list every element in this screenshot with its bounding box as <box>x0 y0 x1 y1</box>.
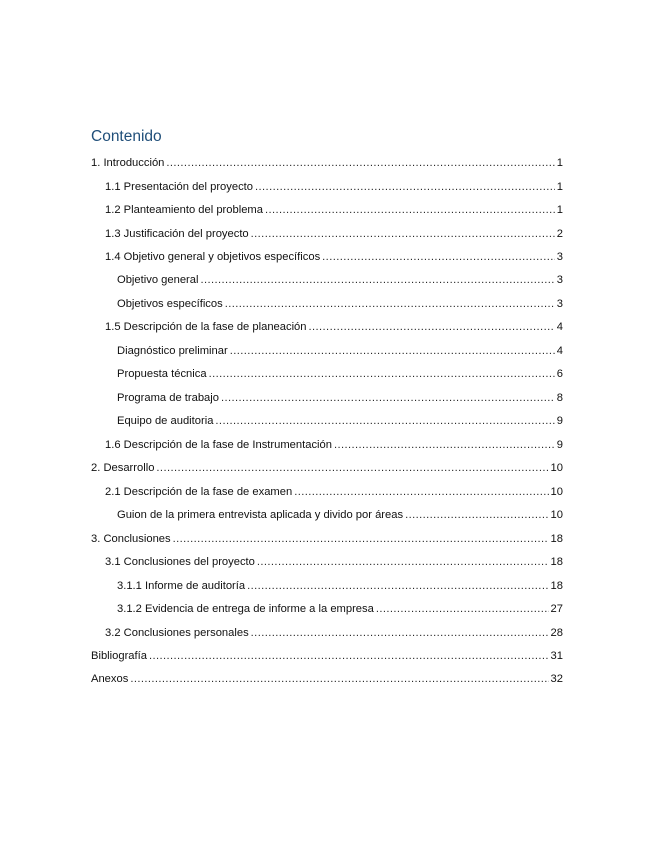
toc-entry-page: 4 <box>556 345 563 357</box>
dot-leader <box>294 485 548 499</box>
toc-entry-label: 3.1.1 Informe de auditoría <box>117 580 246 592</box>
dot-leader <box>200 273 554 287</box>
toc-entry-label: 2. Desarrollo <box>91 462 155 474</box>
toc-entry-page: 1 <box>556 157 563 169</box>
toc-entry[interactable] <box>105 221 563 241</box>
toc-entry[interactable] <box>91 666 563 686</box>
toc-entry-label: 3.2 Conclusiones personales <box>105 627 249 639</box>
toc-entry-page: 1 <box>556 204 563 216</box>
toc-entry[interactable] <box>117 338 563 358</box>
toc-entry-label: 1. Introducción <box>91 157 165 169</box>
dot-leader <box>251 227 555 241</box>
toc-entry-label: Propuesta técnica <box>117 368 207 380</box>
toc-entry[interactable] <box>117 573 563 593</box>
toc-entry-label: 3. Conclusiones <box>91 533 171 545</box>
toc-entry-label: Guion de la primera entrevista aplicada y divido por áreas <box>117 509 404 521</box>
dot-leader <box>257 555 549 569</box>
toc-entry-page: 6 <box>556 368 563 380</box>
toc-entry-page: 10 <box>550 486 563 498</box>
toc-entry[interactable] <box>91 150 563 170</box>
toc-entry[interactable] <box>117 385 563 405</box>
toc-entry[interactable] <box>91 526 563 546</box>
toc-entry[interactable] <box>105 244 563 264</box>
toc-entry[interactable] <box>105 174 563 194</box>
dot-leader <box>255 180 555 194</box>
toc-entry-label: Bibliografía <box>91 650 147 662</box>
dot-leader <box>209 367 555 381</box>
toc-entry-page: 1 <box>556 181 563 193</box>
toc-entry-label: 2.1 Descripción de la fase de examen <box>105 486 293 498</box>
toc-entry-page: 9 <box>556 415 563 427</box>
dot-leader <box>247 579 548 593</box>
toc-entry-page: 27 <box>550 603 563 615</box>
toc-entry-page: 18 <box>550 533 563 545</box>
toc-entry-label: Objetivos específicos <box>117 298 223 310</box>
toc-entry[interactable] <box>117 596 563 616</box>
dot-leader <box>334 438 555 452</box>
toc-entry-page: 31 <box>550 650 563 662</box>
dot-leader <box>322 250 555 264</box>
dot-leader <box>376 602 549 616</box>
toc-entry-label: Programa de trabajo <box>117 392 219 404</box>
toc-entry-page: 8 <box>556 392 563 404</box>
toc-entry[interactable] <box>105 620 563 640</box>
toc-entry-page: 18 <box>550 556 563 568</box>
dot-leader <box>130 672 548 686</box>
dot-leader <box>225 297 555 311</box>
dot-leader <box>405 508 548 522</box>
toc-entry-page: 28 <box>550 627 563 639</box>
toc-entry-page: 2 <box>556 228 563 240</box>
toc-entry[interactable] <box>117 408 563 428</box>
dot-leader <box>265 203 555 217</box>
toc-entry-page: 18 <box>550 580 563 592</box>
toc-entry[interactable] <box>91 643 563 663</box>
toc-entry[interactable] <box>117 291 563 311</box>
toc-entry-label: 3.1 Conclusiones del proyecto <box>105 556 255 568</box>
toc-title: Contenido <box>91 128 162 145</box>
toc-entry[interactable] <box>105 314 563 334</box>
toc-entry[interactable] <box>105 549 563 569</box>
dot-leader <box>173 532 549 546</box>
toc-entry-label: 3.1.2 Evidencia de entrega de informe a la empresa <box>117 603 374 615</box>
toc-entry[interactable] <box>105 479 563 499</box>
dot-leader <box>221 391 555 405</box>
toc-entry[interactable] <box>105 197 563 217</box>
toc-entry[interactable] <box>117 267 563 287</box>
dot-leader <box>309 320 555 334</box>
dot-leader <box>149 649 549 663</box>
toc-entry-label: 1.5 Descripción de la fase de planeación <box>105 321 307 333</box>
dot-leader <box>166 156 554 170</box>
toc-entry-label: 1.3 Justificación del proyecto <box>105 228 249 240</box>
toc-entry[interactable] <box>105 432 563 452</box>
toc-entry-page: 9 <box>556 439 563 451</box>
toc-entry-label: Diagnóstico preliminar <box>117 345 228 357</box>
toc-entry-label: Anexos <box>91 673 129 685</box>
dot-leader <box>215 414 554 428</box>
dot-leader <box>251 626 549 640</box>
toc-entry-page: 3 <box>556 251 563 263</box>
toc-entry-page: 10 <box>550 509 563 521</box>
toc-entry-page: 3 <box>556 274 563 286</box>
toc-entry[interactable] <box>117 502 563 522</box>
dot-leader <box>156 461 548 475</box>
toc-entry-page: 10 <box>550 462 563 474</box>
toc-entry-label: 1.6 Descripción de la fase de Instrumentación <box>105 439 332 451</box>
toc-entry-label: 1.4 Objetivo general y objetivos específicos <box>105 251 321 263</box>
toc-entry-label: 1.1 Presentación del proyecto <box>105 181 254 193</box>
toc-entry-page: 4 <box>556 321 563 333</box>
toc-entry-page: 3 <box>556 298 563 310</box>
toc-entry-page: 32 <box>550 673 563 685</box>
toc-entry[interactable] <box>91 455 563 475</box>
toc-entry-label: 1.2 Planteamiento del problema <box>105 204 263 216</box>
toc-entry[interactable] <box>117 361 563 381</box>
toc-entry-label: Equipo de auditoria <box>117 415 214 427</box>
toc-entry-label: Objetivo general <box>117 274 199 286</box>
dot-leader <box>230 344 555 358</box>
